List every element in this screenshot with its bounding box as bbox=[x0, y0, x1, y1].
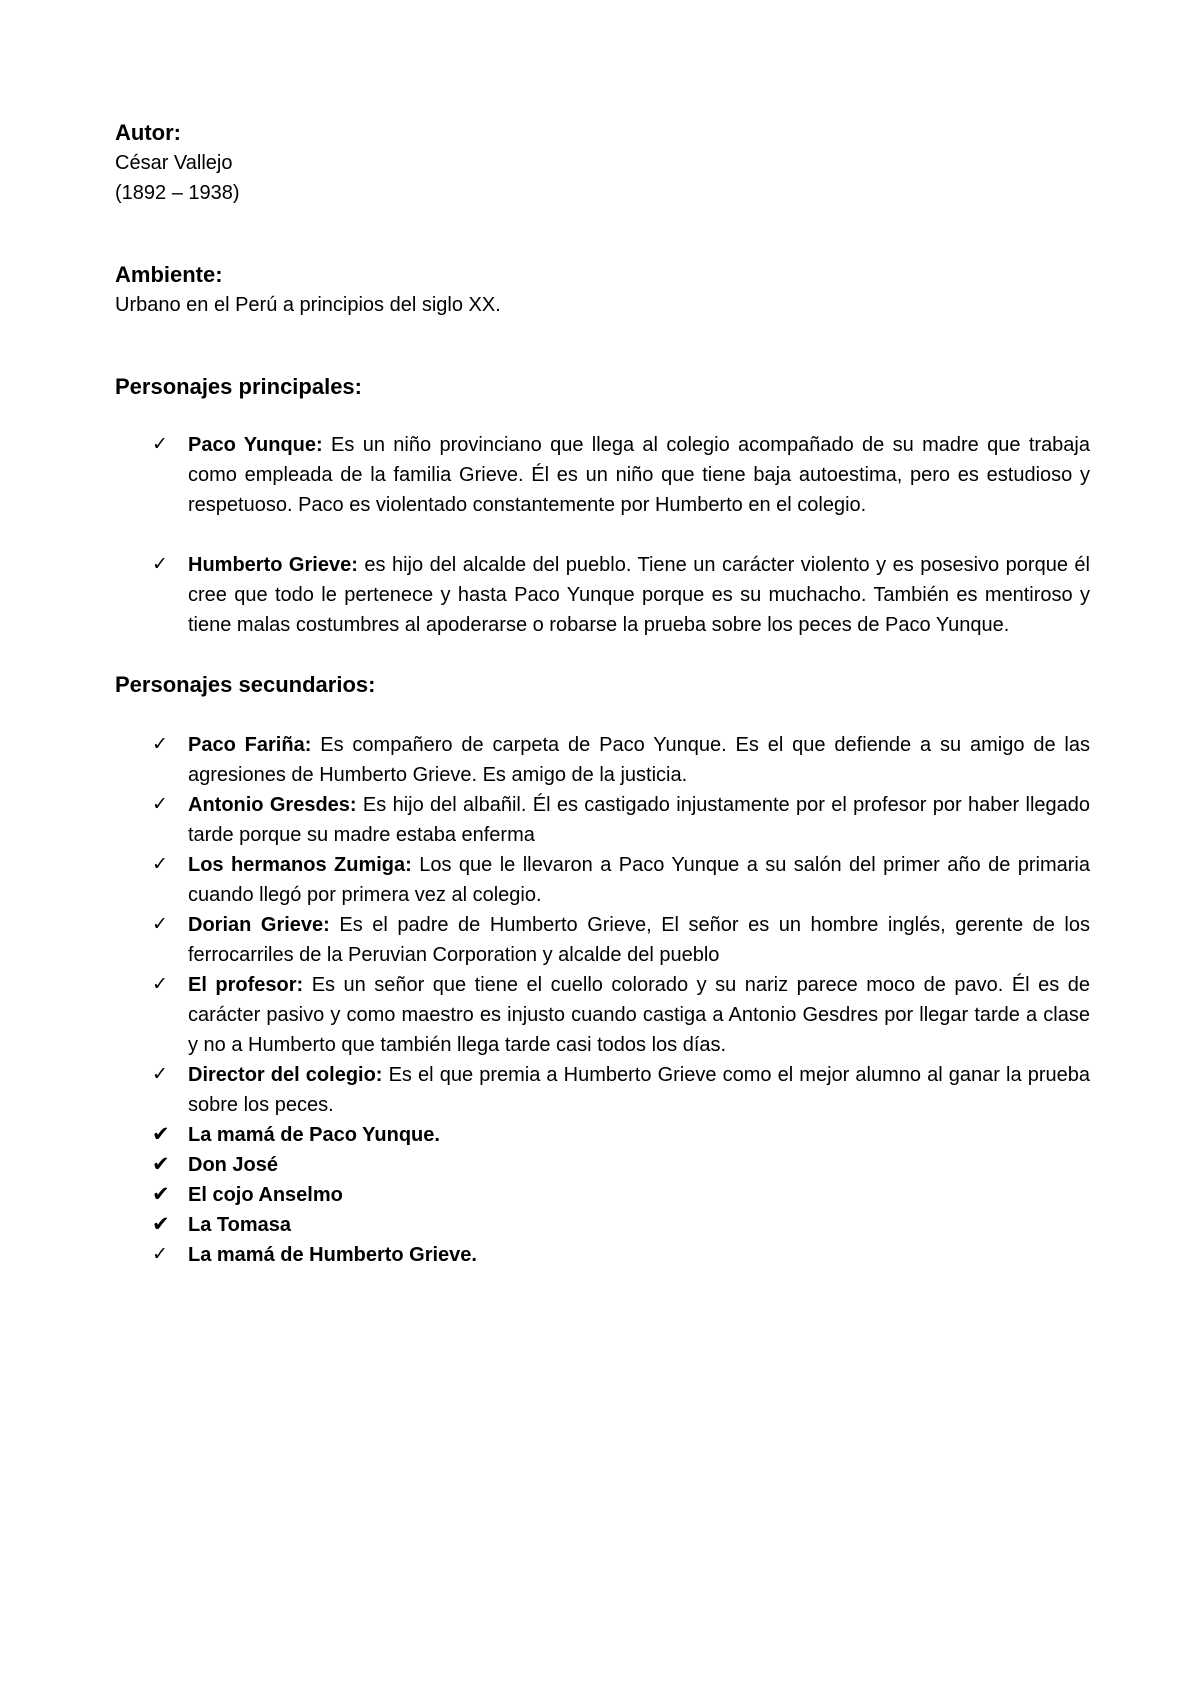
checkmark-icon: ✔ bbox=[152, 1183, 170, 1206]
character-name: Dorian Grieve: bbox=[188, 914, 330, 936]
list-item bbox=[115, 1180, 1090, 1210]
secundarios-section bbox=[115, 670, 1090, 1270]
character-description: Es el padre de Humberto Grieve, El señor es un hombre inglés, gerente de los ferrocarriles de la Peruvian Corporation y alcalde del pueblo bbox=[188, 914, 1090, 966]
character-description: es hijo del alcalde del pueblo. Tiene un carácter violento y es posesivo porque él cree que todo le pertenece y hasta Paco Yunque porque es su muchacho. También es mentiroso y tiene malas costumbres al apoderarse o robarse la prueba sobre los peces de Paco Yunque. bbox=[188, 554, 1090, 636]
list-item bbox=[115, 1060, 1090, 1120]
checkmark-icon: ✓ bbox=[152, 974, 168, 995]
checkmark-icon: ✓ bbox=[152, 914, 168, 935]
principales-section bbox=[115, 372, 1090, 640]
list-item bbox=[115, 430, 1090, 520]
list-item bbox=[115, 1210, 1090, 1240]
character-name: El cojo Anselmo bbox=[188, 1184, 343, 1206]
principales-heading: Personajes principales: bbox=[115, 374, 362, 399]
autor-years: (1892 – 1938) bbox=[115, 182, 240, 204]
checkmark-icon: ✓ bbox=[152, 734, 168, 755]
character-name: Don José bbox=[188, 1154, 279, 1176]
checkmark-icon: ✔ bbox=[152, 1123, 170, 1146]
checkmark-icon: ✓ bbox=[152, 854, 168, 875]
list-item bbox=[115, 850, 1090, 910]
character-name: Director del colegio: bbox=[188, 1064, 383, 1086]
list-item bbox=[115, 910, 1090, 970]
character-name: Humberto Grieve: bbox=[188, 554, 358, 576]
list-item bbox=[115, 970, 1090, 1060]
list-item bbox=[115, 1120, 1090, 1150]
ambiente-text: Urbano en el Perú a principios del siglo XX. bbox=[115, 294, 501, 316]
list-item bbox=[115, 550, 1090, 640]
autor-heading: Autor: bbox=[115, 120, 181, 145]
checkmark-icon: ✓ bbox=[152, 434, 168, 455]
character-description: Es un niño provinciano que llega al colegio acompañado de su madre que trabaja como empleada de la familia Grieve. Él es un niño que tiene baja autoestima, pero es estudioso y respetuoso. Paco es violentado constantemente por Humberto en el colegio. bbox=[188, 434, 1090, 516]
checkmark-icon: ✓ bbox=[152, 1064, 168, 1085]
character-name: Paco Yunque: bbox=[188, 434, 323, 456]
list-item bbox=[115, 1150, 1090, 1180]
character-description: Es hijo del albañil. Él es castigado injustamente por el profesor por haber llegado tarde porque su madre estaba enferma bbox=[188, 794, 1091, 846]
checkmark-icon: ✔ bbox=[152, 1153, 170, 1176]
list-item bbox=[115, 730, 1090, 790]
document-content bbox=[115, 118, 1090, 1270]
character-name: Paco Fariña: bbox=[188, 734, 312, 756]
ambiente-heading: Ambiente: bbox=[115, 262, 223, 287]
character-name: La Tomasa bbox=[188, 1214, 291, 1236]
principales-list bbox=[115, 430, 1090, 640]
character-name: Los hermanos Zumiga: bbox=[188, 854, 412, 876]
checkmark-icon: ✓ bbox=[152, 554, 168, 575]
autor-name: César Vallejo bbox=[115, 152, 233, 174]
secundarios-list bbox=[115, 730, 1090, 1270]
character-description: Es compañero de carpeta de Paco Yunque. Es el que defiende a su amigo de las agresiones de Humberto Grieve. Es amigo de la justicia. bbox=[188, 734, 1090, 786]
character-name: El profesor: bbox=[188, 974, 304, 996]
character-description: Los que le llevaron a Paco Yunque a su salón del primer año de primaria cuando llegó por primera vez al colegio. bbox=[188, 854, 1091, 906]
checkmark-icon: ✔ bbox=[152, 1213, 170, 1236]
checkmark-icon: ✓ bbox=[152, 794, 168, 815]
character-name: La mamá de Paco Yunque. bbox=[188, 1124, 440, 1146]
list-item bbox=[115, 1240, 1090, 1270]
autor-section bbox=[115, 118, 1090, 208]
character-name: La mamá de Humberto Grieve. bbox=[188, 1244, 477, 1266]
character-description: Es un señor que tiene el cuello colorado y su nariz parece moco de pavo. Él es de carácter pasivo y como maestro es injusto cuando castiga a Antonio Gesdres por llegar tarde a clase y no a Humberto que también llega tarde casi todos los días. bbox=[188, 974, 1090, 1056]
checkmark-icon: ✓ bbox=[152, 1244, 168, 1265]
character-description: Es el que premia a Humberto Grieve como el mejor alumno al ganar la prueba sobre los peces. bbox=[188, 1064, 1090, 1116]
secundarios-heading: Personajes secundarios: bbox=[115, 672, 376, 697]
list-item bbox=[115, 790, 1090, 850]
ambiente-section bbox=[115, 260, 1090, 320]
character-name: Antonio Gresdes: bbox=[188, 794, 357, 816]
